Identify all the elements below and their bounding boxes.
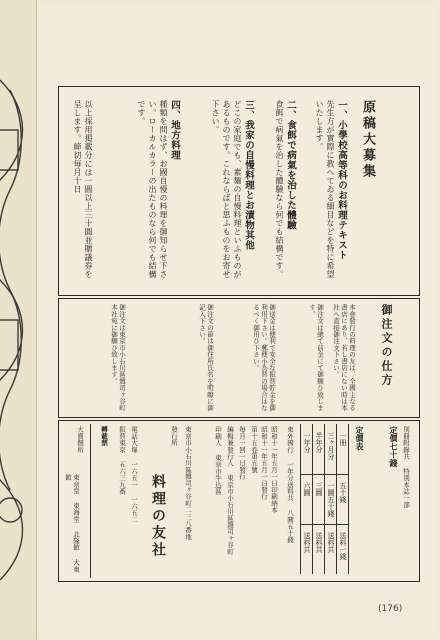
reprint-notice: 轉載禁 bbox=[100, 426, 108, 447]
colophon-price: 定價七十錢 bbox=[389, 426, 399, 467]
order-paragraph-3: 御送金は便利で安全な振替貯金を御利用下さい。郵便小為替の場合はなるべく御用ひ下さい。 bbox=[252, 304, 276, 412]
order-paragraph-4: 御注文の節は御住所氏名を明瞭に御記入下さい。 bbox=[198, 304, 214, 412]
colophon-issue-label: 第十五卷第五號 bbox=[250, 426, 258, 473]
recruit-item-4-head: 四、地方料理 bbox=[169, 100, 180, 160]
price-row-2-period: 三ヶ月分 bbox=[327, 432, 335, 460]
colophon-divider bbox=[90, 424, 91, 578]
distributor-list: 東京堂 東海堂 北隆館 大東館 bbox=[64, 474, 80, 573]
publisher-address: 東京市小石川區雜司ヶ谷町二三八番地 bbox=[184, 426, 192, 540]
publisher-phone: 電話大塚 一六五一 一六五二 bbox=[130, 426, 138, 523]
table-divider bbox=[336, 424, 337, 574]
colophon-monthly: 毎月一回一日發行 bbox=[238, 426, 246, 480]
recruit-item-1-head: 一、小學校高等科のお料理テキスト bbox=[336, 100, 347, 260]
price-row-4-postage: 送料共 bbox=[303, 532, 311, 553]
page bbox=[38, 4, 434, 632]
recruit-item-2 bbox=[274, 100, 296, 285]
price-row-4-price: 六圓 bbox=[303, 482, 311, 496]
price-row-3-price: 三圓 bbox=[315, 482, 323, 496]
recruit-title: 原稿大募集 bbox=[360, 100, 375, 180]
colophon-special: 別冊附錄共 特別本誌一部 bbox=[402, 426, 410, 508]
recruit-notes: 以上採用掲載分には一圓以上三十圓並贈議券を呈します。締切毎月十日 bbox=[73, 100, 93, 279]
order-title: 御注文の仕方 bbox=[380, 304, 393, 388]
publisher-furikae: 振替東京 五六三九番 bbox=[118, 426, 126, 495]
publisher-name: 料理の友社 bbox=[150, 474, 166, 559]
order-paragraph-5: 御注文は東京市小石川區雜司ヶ谷町本社宛に御願ひ致します。 bbox=[110, 304, 126, 412]
price-row-2-postage: 送料共 bbox=[327, 532, 335, 553]
price-table-header: 定價表 bbox=[355, 426, 365, 451]
colophon-issue-date: 昭和十一年五月一日發行 bbox=[260, 426, 268, 500]
price-row-2-price: 一圓五十錢 bbox=[327, 482, 335, 517]
colophon-printer: 印刷人 東京市牛込區 bbox=[214, 426, 222, 495]
table-divider bbox=[324, 424, 325, 574]
recruit-item-4-body: 種類を問はず、お國自慢の料理を御知らせ下さい。ローカルカラーの出たものなら何でも結構です。 bbox=[137, 100, 168, 279]
table-divider bbox=[348, 424, 349, 574]
table-divider bbox=[312, 424, 313, 574]
colophon-print-date: 昭和十一年五月一日印刷納本 bbox=[270, 426, 278, 514]
recruit-item-3 bbox=[210, 100, 254, 285]
table-divider bbox=[300, 424, 301, 574]
decorative-illustration bbox=[0, 70, 30, 590]
recruit-item-4 bbox=[136, 100, 180, 285]
price-row-1-postage: 送料一錢 bbox=[339, 532, 347, 560]
distributor-label: 大賣捌所 bbox=[76, 426, 84, 453]
publisher-role: 發行所 bbox=[170, 426, 178, 447]
colophon-editor: 編輯兼發行人 東京市小石川區雜司ヶ谷町 bbox=[226, 426, 234, 555]
order-paragraph-2: 御注文は總て前金にて御願ひ致します。 bbox=[308, 304, 324, 412]
recruit-item-2-head: 二、食餌で病氣を治した體驗 bbox=[285, 100, 296, 230]
table-divider bbox=[300, 524, 348, 525]
recruit-item-1 bbox=[314, 100, 347, 285]
price-row-1-period: 一冊 bbox=[339, 432, 347, 446]
page-number: (176) bbox=[378, 604, 403, 614]
price-row-3-postage: 送料共 bbox=[315, 532, 323, 553]
recruit-item-3-head: 三、我家の自慢料理とお漬物其他 bbox=[243, 100, 254, 250]
previous-page-edge bbox=[0, 0, 37, 640]
price-row-3-period: 半年分 bbox=[315, 432, 323, 453]
recruit-item-1-body: 先生方が實際に教へてゐる細目などを特に希望いたします。 bbox=[315, 100, 335, 279]
recruit-item-3-body: どこの家庭でも、素麺の自慢料理といふものがあるものです。これならばと思ふものをお寄せ下さい。 bbox=[211, 100, 242, 279]
price-row-1-price: 五十錢 bbox=[339, 482, 347, 503]
recruit-item-2-body: 食餌で病氣を治した體驗なら何でも結構です。 bbox=[275, 100, 284, 279]
price-row-4-period: 一年分 bbox=[303, 432, 311, 453]
table-divider bbox=[300, 474, 348, 475]
price-table-note: 東外國行 一年分送料共 八圓五十錢 bbox=[286, 426, 294, 543]
order-paragraph-1: 本會發行の料理の友は、全國主なる書店にあり、若し書店にない時は本社へ直接御注文下さい。 bbox=[332, 304, 356, 412]
